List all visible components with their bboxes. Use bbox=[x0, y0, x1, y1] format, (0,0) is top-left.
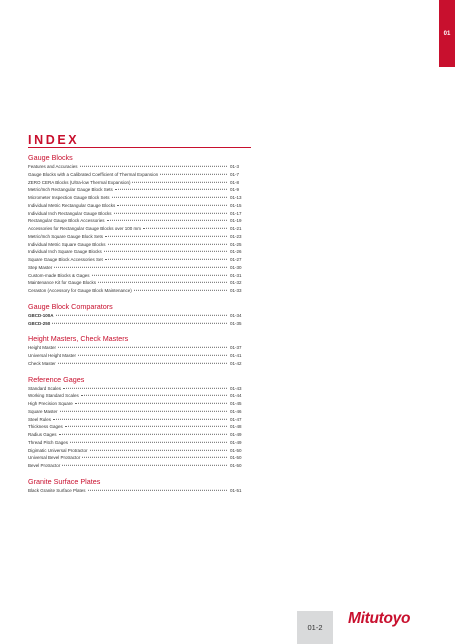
entry-page: 01-50 bbox=[230, 463, 242, 468]
entry-title: Individual Inch Square Gauge Blocks bbox=[28, 249, 102, 255]
dot-leader bbox=[108, 243, 227, 244]
entry-title: Height Master bbox=[28, 345, 57, 351]
entry-title: Features and Accuracies bbox=[28, 164, 78, 169]
dot-leader bbox=[56, 315, 227, 316]
entry-title: Micrometer Inspection Gauge Block Sets bbox=[28, 195, 110, 200]
toc-section bbox=[28, 375, 248, 470]
entry-page: 01-51 bbox=[230, 487, 242, 493]
entry-title: Standard Scales bbox=[28, 385, 62, 391]
entry-page: 01-41 bbox=[230, 353, 242, 358]
entry-title: Gauge Blocks with a Calibrated Coefficient of Thermal Expansion bbox=[28, 171, 159, 177]
entry-title: Universal Bevel Protractor bbox=[28, 455, 81, 461]
dot-leader bbox=[105, 259, 227, 260]
entry-title: ZERO CERA Blocks (Ultra-low Thermal Expansion) bbox=[28, 179, 131, 185]
entry-title: Steel Rules bbox=[28, 416, 52, 422]
entry-title: Bevel Protractor bbox=[28, 463, 61, 468]
toc-entry[interactable] bbox=[28, 194, 248, 202]
entry-page: 01-47 bbox=[230, 416, 242, 422]
entry-page: 01-23 bbox=[230, 233, 242, 239]
dot-leader bbox=[104, 251, 227, 252]
toc-entry[interactable] bbox=[28, 431, 248, 439]
toc-entry[interactable] bbox=[28, 344, 248, 352]
entry-page: 01-49 bbox=[230, 432, 242, 437]
toc-entry[interactable] bbox=[28, 462, 248, 470]
toc-entry[interactable] bbox=[28, 225, 248, 233]
dot-leader bbox=[53, 418, 227, 419]
entry-page: 01-7 bbox=[230, 171, 240, 177]
toc-entry[interactable] bbox=[28, 279, 248, 287]
mitutoyo-logo: Mitutoyo bbox=[348, 610, 411, 627]
chapter-tab: 01 bbox=[439, 0, 455, 67]
toc-entry[interactable] bbox=[28, 248, 248, 256]
dot-leader bbox=[114, 212, 227, 213]
entry-page: 01-17 bbox=[230, 210, 242, 216]
dot-leader bbox=[59, 434, 227, 435]
entry-title: High Precision Square bbox=[28, 401, 73, 406]
toc-entry[interactable] bbox=[28, 385, 248, 393]
dot-leader bbox=[98, 282, 227, 283]
dot-leader bbox=[63, 387, 227, 388]
toc-entry[interactable] bbox=[28, 264, 248, 272]
toc-entry[interactable] bbox=[28, 439, 248, 447]
dot-leader bbox=[60, 411, 227, 412]
toc-section bbox=[28, 334, 248, 367]
dot-leader bbox=[58, 363, 227, 364]
entry-page: 01-50 bbox=[230, 455, 242, 461]
entry-title: Universal Height Master bbox=[28, 353, 77, 358]
section-heading: Reference Gages bbox=[28, 374, 85, 384]
toc-entry[interactable] bbox=[28, 256, 248, 264]
entry-title: Thread Pitch Gages bbox=[28, 439, 69, 445]
index-title: INDEX bbox=[28, 133, 80, 147]
section-heading: Height Masters, Check Masters bbox=[28, 334, 129, 344]
entry-title: Ceraston (Accessory for Gauge Block Maintenance) bbox=[28, 288, 132, 293]
toc-entry[interactable] bbox=[28, 163, 248, 171]
dot-leader bbox=[65, 426, 227, 427]
toc-entry[interactable] bbox=[28, 186, 248, 194]
toc-entry[interactable] bbox=[28, 423, 248, 431]
entry-page: 01-21 bbox=[230, 226, 242, 231]
toc-entry[interactable] bbox=[28, 287, 248, 295]
dot-leader bbox=[115, 189, 227, 190]
entry-title: Check Master bbox=[28, 360, 56, 366]
dot-leader bbox=[112, 197, 227, 198]
toc-entry[interactable] bbox=[28, 233, 248, 241]
section-heading: Gauge Block Comparators bbox=[28, 301, 113, 311]
toc-entry[interactable] bbox=[28, 487, 248, 495]
dot-leader bbox=[62, 465, 227, 466]
entry-title: Rectangular Gauge Block Accessories bbox=[28, 218, 105, 224]
section-heading: Gauge Blocks bbox=[28, 153, 73, 162]
entry-title: Square Master bbox=[28, 408, 58, 414]
dot-leader bbox=[52, 322, 227, 323]
entry-page: 01-45 bbox=[230, 401, 242, 406]
entry-title: Thickness Gages bbox=[28, 424, 63, 430]
dot-leader bbox=[90, 449, 227, 450]
entry-title: Individual Inch Rectangular Gauge Blocks bbox=[28, 210, 112, 216]
toc-section bbox=[28, 153, 248, 295]
entry-page: 01-25 bbox=[230, 241, 242, 247]
entry-title: Metric/Inch Rectangular Gauge Block Sets bbox=[28, 187, 113, 193]
dot-leader bbox=[132, 181, 227, 182]
entry-title: Step Master bbox=[28, 264, 53, 270]
entry-page: 01-44 bbox=[230, 393, 242, 399]
dot-leader bbox=[81, 395, 227, 396]
entry-page: 01-37 bbox=[230, 345, 242, 351]
dot-leader bbox=[82, 457, 227, 458]
entry-page: 01-46 bbox=[230, 408, 242, 414]
entry-page: 01-33 bbox=[230, 288, 242, 293]
entry-title: Black Granite Surface Plates bbox=[28, 487, 86, 493]
toc-entry[interactable] bbox=[28, 454, 248, 462]
page-number: 01-2 bbox=[297, 611, 333, 644]
dot-leader bbox=[54, 267, 227, 268]
toc-entry[interactable] bbox=[28, 416, 248, 424]
entry-title: Individual Metric Square Gauge Blocks bbox=[28, 241, 106, 247]
entry-page: 01-34 bbox=[230, 312, 242, 318]
dot-leader bbox=[78, 355, 227, 356]
section-heading: Granite Surface Plates bbox=[28, 476, 101, 486]
entry-page: 01-13 bbox=[230, 195, 242, 200]
toc-entry[interactable] bbox=[28, 360, 248, 368]
entry-title: Metric/Inch Square Gauge Block Sets bbox=[28, 233, 104, 239]
entry-page: 01-27 bbox=[230, 257, 242, 262]
entry-page: 01-3 bbox=[230, 164, 240, 169]
entry-page: 01-8 bbox=[230, 179, 240, 185]
toc-entry[interactable] bbox=[28, 352, 248, 360]
entry-title: Radius Gages bbox=[28, 432, 57, 437]
entry-title: Accessories for Rectangular Gauge Blocks over 100 mm bbox=[28, 226, 142, 231]
entry-title: Working Standard Scales bbox=[28, 393, 79, 399]
entry-title: Digimatic Universal Protractor bbox=[28, 447, 88, 453]
toc-entry[interactable] bbox=[28, 447, 248, 455]
dot-leader bbox=[143, 228, 227, 229]
dot-leader bbox=[88, 490, 227, 491]
dot-leader bbox=[107, 220, 227, 221]
entry-page: 01-19 bbox=[230, 218, 242, 224]
toc-section bbox=[28, 302, 248, 328]
entry-page: 01-43 bbox=[230, 385, 242, 391]
dot-leader bbox=[70, 442, 227, 443]
toc-entry[interactable] bbox=[28, 179, 248, 187]
toc-entry[interactable] bbox=[28, 408, 248, 416]
dot-leader bbox=[92, 274, 227, 275]
entry-page: 01-49 bbox=[230, 439, 242, 445]
toc-entry[interactable] bbox=[28, 400, 248, 408]
dot-leader bbox=[117, 205, 227, 206]
entry-title: Maintenance Kit for Gauge Blocks bbox=[28, 280, 97, 286]
entry-page: 01-35 bbox=[230, 320, 242, 326]
toc-entry[interactable] bbox=[28, 320, 248, 328]
dot-leader bbox=[80, 166, 227, 167]
dot-leader bbox=[160, 174, 227, 175]
entry-page: 01-32 bbox=[230, 280, 242, 286]
entry-title: GBCD-100A bbox=[28, 312, 54, 318]
toc-section bbox=[28, 477, 248, 495]
entry-title: Individual Metric Rectangular Gauge Blocks bbox=[28, 202, 116, 208]
dot-leader bbox=[75, 403, 227, 404]
toc-entry[interactable] bbox=[28, 202, 248, 210]
entry-page: 01-30 bbox=[230, 264, 242, 270]
toc-entry[interactable] bbox=[28, 312, 248, 320]
toc-entry[interactable] bbox=[28, 392, 248, 400]
entry-page: 01-42 bbox=[230, 360, 242, 366]
entry-page: 01-26 bbox=[230, 249, 242, 255]
title-divider bbox=[28, 147, 251, 148]
entry-page: 01-15 bbox=[230, 202, 242, 208]
toc-entry[interactable] bbox=[28, 241, 248, 249]
entry-page: 01-9 bbox=[230, 187, 240, 193]
toc-entry[interactable] bbox=[28, 210, 248, 218]
entry-page: 01-50 bbox=[230, 447, 242, 453]
entry-title: GBCD-250 bbox=[28, 320, 51, 326]
toc-entry[interactable] bbox=[28, 171, 248, 179]
table-of-contents bbox=[28, 153, 248, 502]
dot-leader bbox=[105, 236, 227, 237]
entry-title: Square Gauge Block Accessories Set bbox=[28, 257, 103, 262]
dot-leader bbox=[58, 347, 227, 348]
toc-entry[interactable] bbox=[28, 272, 248, 280]
entry-title: Custom-made Blocks & Gages bbox=[28, 272, 90, 278]
toc-entry[interactable] bbox=[28, 217, 248, 225]
entry-page: 01-31 bbox=[230, 272, 242, 278]
dot-leader bbox=[134, 290, 227, 291]
entry-page: 01-48 bbox=[230, 424, 242, 430]
